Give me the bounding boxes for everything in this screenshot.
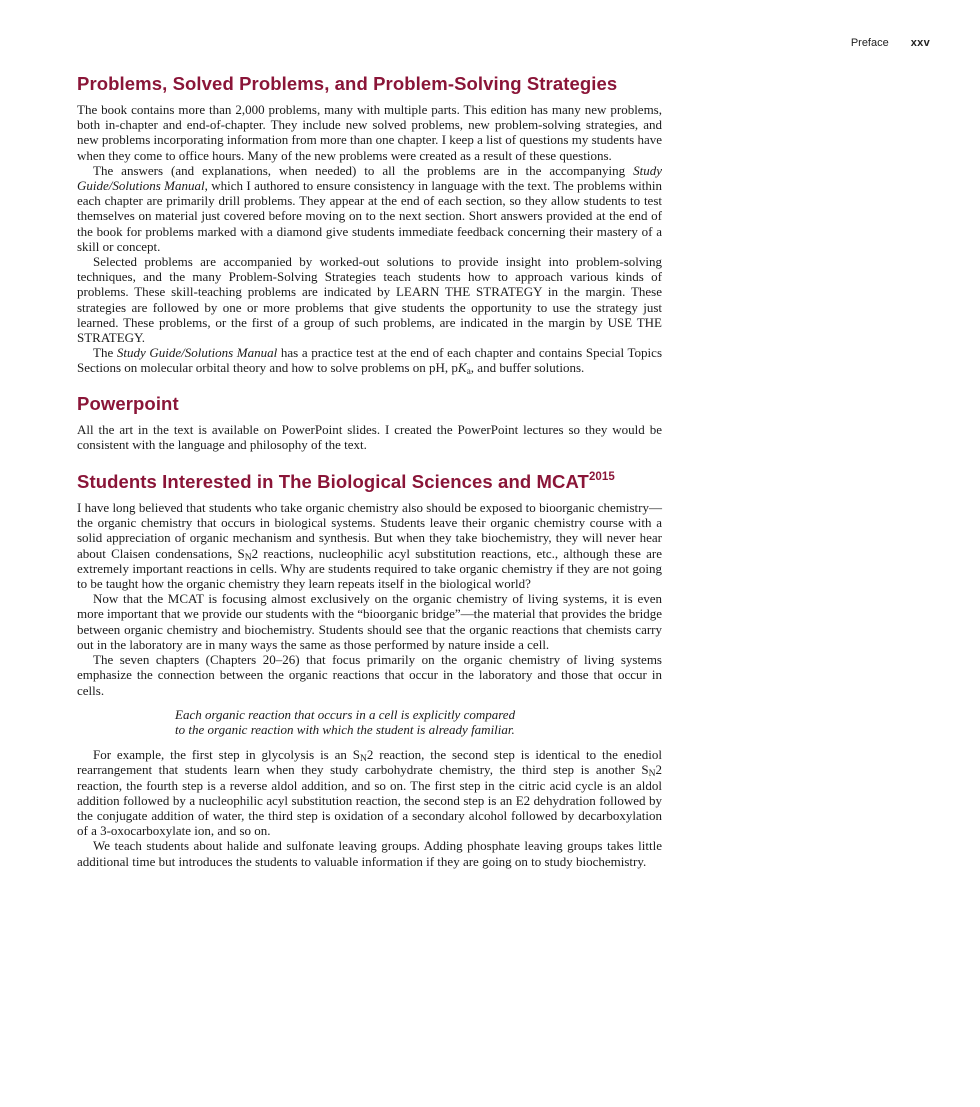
section-problems: [77, 72, 662, 376]
paragraph: The seven chapters (Chapters 20–26) that focus primarily on the organic chemistry of living systems emphasize the connection between the organic reactions that occur in the laboratory and those that occur in cells.: [77, 652, 662, 698]
page-content: [77, 72, 662, 869]
section-heading-powerpoint: Powerpoint: [77, 392, 179, 414]
pull-quote: Each organic reaction that occurs in a cell is explicitly compared to the organic reaction with which the student is already familiar.: [175, 706, 516, 737]
paragraph: I have long believed that students who take organic chemistry also should be exposed to bioorganic chemistry—the organic chemistry that occurs in biological systems. Students leave their organic chemistry course with a solid appreciation of organic mechanism and synthesis. But when they take biochemistry, they will never hear about Claisen condensations, $S_N2$ reactions, nucleophilic acyl substitution reactions, etc., although these are extremely important reactions in cells. Why are students required to take organic chemistry if they are not going to be taught how the organic chemistry they learn repeats itself in the biological world?: [77, 500, 662, 592]
paragraph: Now that the MCAT is focusing almost exclusively on the organic chemistry of living systems, it is even more important that we provide our students with the “bioorganic bridge”—the material that provides the bridge between organic chemistry and biochemistry. Students should see that the organic reactions that chemists carry out in the laboratory are in many ways the same as those performed by nature inside a cell.: [77, 591, 662, 652]
paragraph: The Study Guide/Solutions Manual has a practice test at the end of each chapter and contains Special Topics Sections on molecular orbital theory and how to solve problems on pH, $pK_a$, and buffer solutions.: [77, 345, 662, 378]
paragraph: All the art in the text is available on PowerPoint slides. I created the PowerPoint lectures so they would be consistent with the language and philosophy of the text.: [77, 421, 662, 452]
running-head: [851, 37, 930, 49]
paragraph: For example, the first step in glycolysis is an $S_N2$ reaction, the second step is identical to the enediol rearrangement that students learn when they study carbohydrate chemistry, the third step is another $S_N2$ reaction, the fourth step is a reverse aldol addition, and so on. The first step in the citric acid cycle is an aldol addition followed by a nucleophilic acyl substitution reaction, the second step is an E2 dehydration followed by the conjugate addition of water, the third step is oxidation of a secondary alcohol followed by decarboxylation of a 3-oxocarboxylate ion, and so on.: [77, 747, 662, 839]
paragraph: The answers (and explanations, when needed) to all the problems are in the accompanying Study Guide/Solutions Manual, which I authored to ensure consistency in language with the text. The problems within each chapter are primarily drill problems. They appear at the end of each section, so they allow students to test themselves on material just covered before moving on to the next section. Short answers provided at the end of the book for problems marked with a diamond give students immediate feedback concerning their mastery of a skill or concept.: [77, 162, 663, 254]
running-head-section: Preface: [850, 37, 889, 49]
page-number: xxv: [910, 37, 930, 49]
paragraph: Selected problems are accompanied by worked-out solutions to provide insight into problem-solving techniques, and the many Problem-Solving Strategies teach students how to approach various kinds of problems. These skill-teaching problems are indicated by LEARN THE STRATEGY in the margin. These strategies are followed by one or more problems that give students the opportunity to use the strategy just learned. These problems, or the first of a group of such problems, are indicated in the margin by USE THE STRATEGY.: [77, 254, 662, 346]
section-biological-sciences: [77, 470, 662, 869]
section-heading-problems: Problems, Solved Problems, and Problem-Solving Strategies: [77, 73, 618, 94]
book-title: Study Guide/Solutions Manual: [116, 345, 278, 361]
section-powerpoint: [77, 392, 662, 452]
book-title: Study Guide/Solutions Manual: [77, 162, 662, 194]
paragraph: We teach students about halide and sulfonate leaving groups. Adding phosphate leaving groups takes little additional time but introduces the students to valuable information if they are going on to study biochemistry.: [77, 838, 662, 869]
section-heading-biological-sciences: Students Interested in The Biological Sciences and $MCAT^{2015}$: [77, 470, 615, 493]
paragraph: The book contains more than 2,000 problems, many with multiple parts. This edition has many new problems, both in-chapter and end-of-chapter. They include new solved problems, new problem-solving strategies, and new problems incorporating information from more than one chapter. I keep a list of questions my students have when they come to office hours. Many of the new problems were created as a result of these questions.: [77, 102, 662, 163]
